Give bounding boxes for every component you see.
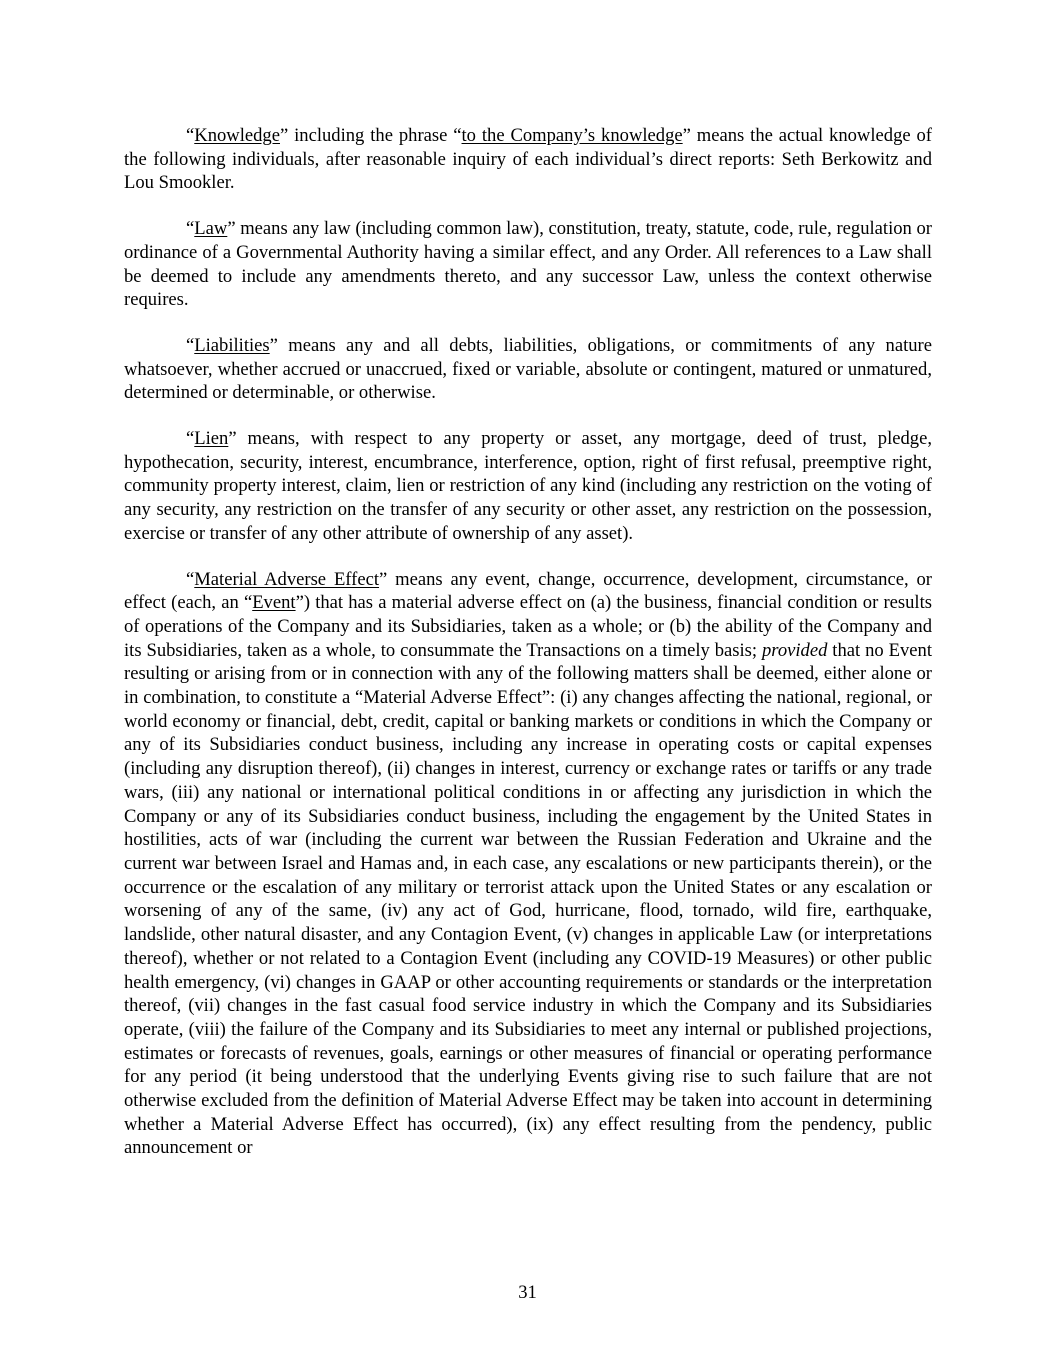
definition-law: “Law” means any law (including common law), constitution, treaty, statute, code, rule, regulation or ordinance of a Governmental Authority having a similar effect, and any Order. All references to a Law shall be deemed to include any amendments thereto, and any successor Law, unless the context otherwise requires. <box>124 218 932 311</box>
page-number: 31 <box>518 1282 537 1303</box>
definition-lien: “Lien” means, with respect to any property or asset, any mortgage, deed of trust, pledge, hypothecation, security, interest, encumbrance, interference, option, right of first refusal, preemptive right, community property interest, claim, lien or restriction of any kind (including any restriction on the voting of any security, any restriction on the transfer of any security or other asset, any restriction on the possession, exercise or transfer of any other attribute of ownership of any asset). <box>124 428 932 544</box>
definition-liabilities: “Liabilities” means any and all debts, liabilities, obligations, or commitments of any nature whatsoever, whether accrued or unaccrued, fixed or variable, absolute or contingent, matured or unmatured, determined or determinable, or otherwise. <box>124 334 932 404</box>
defined-term-knowledge: Knowledge <box>194 125 280 146</box>
defined-term-event: Event <box>252 592 296 614</box>
defined-term-liabilities: Liabilities <box>194 334 270 356</box>
defined-term-law: Law <box>194 218 228 240</box>
definition-knowledge: “Knowledge” including the phrase “to the Company’s knowledge” means the actual knowledge of the following individuals, after reasonable inquiry of each individual’s direct reports: Seth Berkowitz and Lou Smookler. <box>124 125 932 194</box>
document-page <box>124 124 932 1182</box>
provided-italic: provided <box>761 639 828 661</box>
defined-term-lien: Lien <box>194 428 229 450</box>
defined-phrase-company-knowledge: to the Company’s knowledge <box>461 125 683 146</box>
definition-material-adverse-effect: “Material Adverse Effect” means any event, change, occurrence, development, circumstance, or effect (each, an “Event”) that has a material adverse effect on (a) the business, financial condition or results of operations of the Company and its Subsidiaries, taken as a whole; or (b) the ability of the Company and its Subsidiaries, taken as a whole, to consummate the Transactions on a timely basis; provided that no Event resulting or arising from or in connection with any of the following matters shall be deemed, either alone or in combination, to constitute a “Material Adverse Effect”: (i) any changes affecting the national, regional, or world economy or financial, debt, credit, capital or banking markets or conditions in which the Company or any of its Subsidiaries conduct business, including any increase in operating costs or capital expenses (including any disruption thereof), (ii) changes in interest, currency or exchange rates or tariffs or any trade wars, (iii) any national or international political conditions in or affecting any jurisdiction in which the Company or any of its Subsidiaries conduct business, including the engagement by the United States in hostilities, acts of war (including the current war between the Russian Federation and Ukraine and the current war between Israel and Hamas and, in each case, any escalations or new participants therein), or the occurrence or the escalation of any military or terrorist attack upon the United States or any escalation or worsening of any of the same, (iv) any act of God, hurricane, flood, tornado, wild fire, earthquake, landslide, other natural disaster, and any Contagion Event, (v) changes in applicable Law (or interpretations thereof), whether or not related to a Contagion Event (including any COVID-19 Measures) or other public health emergency, (vi) changes in GAAP or other accounting requirements or standards or the interpretation thereof, (vii) changes in the fast casual food service industry in which the Company and its Subsidiaries operate, (viii) the failure of the Company and its Subsidiaries to meet any internal or published projections, estimates or forecasts of revenues, goals, earnings or other measures of financial or operating performance for any period (it being understood that the underlying Events giving rise to such failure that are not otherwise excluded from the definition of Material Adverse Effect may be taken into account in determining whether a Material Adverse Effect has occurred), (ix) any effect resulting from the pendency, public announcement or <box>124 568 932 1159</box>
defined-term-material-adverse-effect: Material Adverse Effect <box>194 568 380 590</box>
